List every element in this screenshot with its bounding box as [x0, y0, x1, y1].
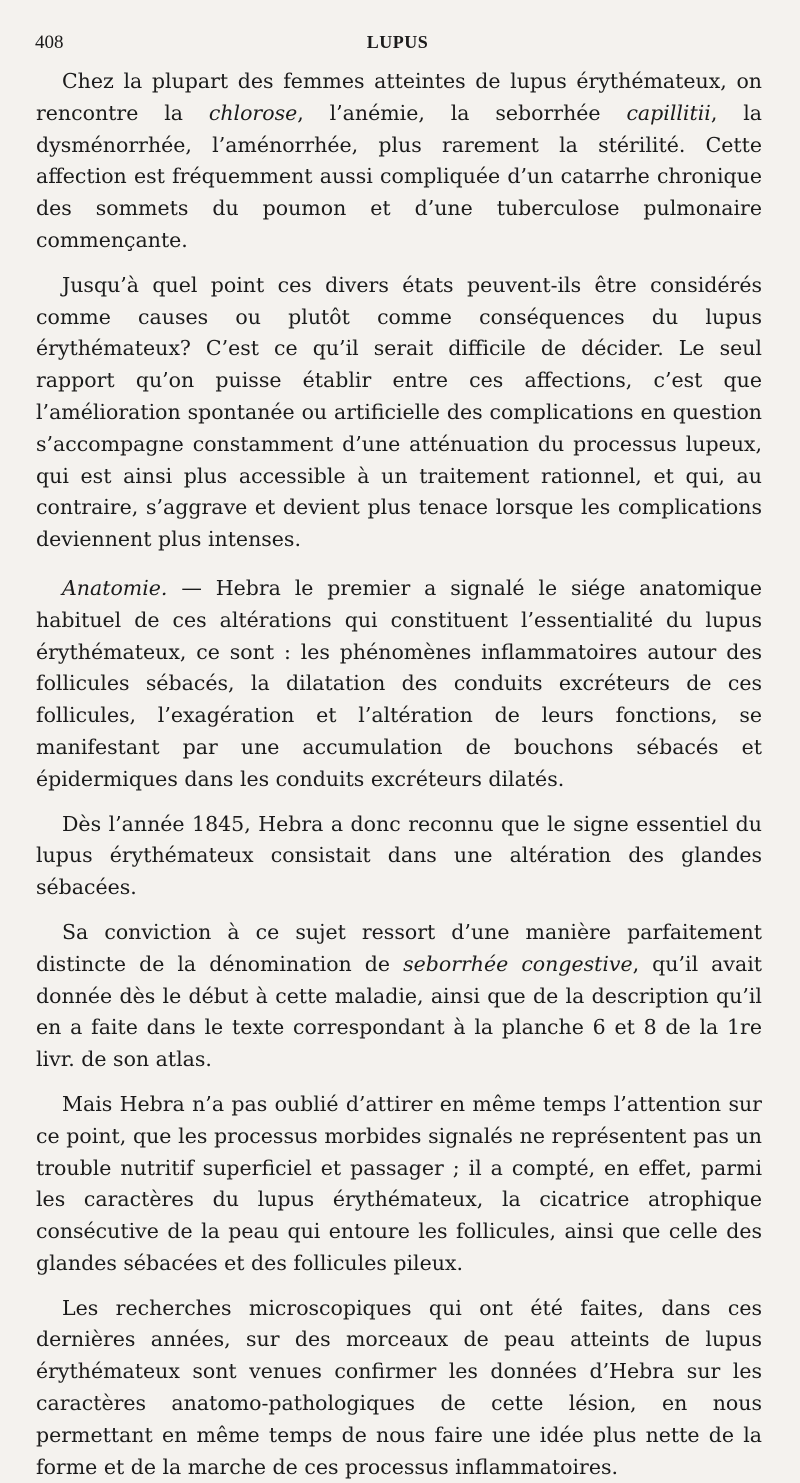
paragraph	[36, 917, 762, 1076]
paragraph	[36, 270, 762, 556]
text-run: Les recherches microscopiques qui ont été faites, dans ces dernières années, sur des morceaux de peau atteints de lupus érythémateux sont venues confirmer les données d’Hebra sur les caractères anatomo-pathologiques de cette lésion, en nous permettant en même temps de nous faire une idée plus nette de la forme et de la marche de ces processus inflammatoires.	[36, 1295, 762, 1479]
ordinal-text: 1re	[727, 1015, 762, 1040]
text-run: — Hebra le premier a signalé le siége anatomique habituel de ces altérations qui constituent l’essentialité du lupus érythémateux, ce sont : les phénomènes inflammatoires autour des follicules sébacés, la dilatation des conduits excréteurs de ces follicules, l’exagération et l’altération de leurs fonctions, se manifestant par une accumulation de bouchons sébacés et épidermiques dans les conduits excréteurs dilatés.	[36, 575, 762, 791]
italic-text: capillitii	[626, 100, 711, 125]
paragraph	[36, 1089, 762, 1280]
text-run: , l’anémie, la seborrhée	[297, 100, 627, 125]
paragraph	[36, 1293, 762, 1483]
running-title: LUPUS	[366, 32, 429, 52]
text-run: Sa conviction à ce sujet ressort d’une manière parfaitement distincte de la dénomination de	[36, 919, 762, 976]
text-run: Dès l’année 1845, Hebra a donc reconnu que le signe essentiel du lupus érythémateux consistait dans une altération des glandes sébacées.	[36, 811, 762, 900]
text-run: , qu’il avait donnée dès le début à cette maladie, ainsi que de la description qu’il en a faite dans le texte correspondant à la planche 6 et 8 de la	[36, 951, 762, 1040]
page-number: 408	[35, 32, 64, 53]
page-header	[35, 32, 760, 60]
text-run: Chez la plupart des femmes atteintes de lupus érythémateux, on rencontre la	[36, 69, 762, 125]
text-run: Mais Hebra n’a pas oublié d’attirer en même temps l’attention sur ce point, que les processus morbides signalés ne représentent pas un trouble nutritif superficiel et passager ; il a compté, en effet, parmi les caractères du lupus érythémateux, la cicatrice atrophique consécutive de la peau qui entoure les follicules, ainsi que celle des glandes sébacées et des follicules pileux.	[36, 1091, 762, 1275]
italic-text: chlorose	[208, 100, 298, 125]
text-run: livr. de son atlas.	[36, 1047, 212, 1072]
paragraph	[36, 573, 762, 796]
italic-text: Anatomie.	[62, 575, 168, 600]
text-run: Jusqu’à quel point ces divers états peuvent-ils être considérés comme causes ou plutôt comme conséquences du lupus érythémateux? C’est ce qu’il serait difficile de décider. Le seul rapport qu’on puisse établir entre ces affections, c’est que l’amélioration spontanée ou artificielle des complications en question s’accompagne constamment d’une atténuation du processus lupeux, qui est ainsi plus accessible à un traitement rationnel, et qui, au contraire, s’aggrave et devient plus tenace lorsque les complications deviennent plus intenses.	[36, 272, 762, 552]
text-run: , la dysménorrhée, l’aménorrhée, plus rarement la stérilité. Cette affection est fréquemment aussi compliquée d’un catarrhe chronique des sommets du poumon et d’une tuberculose pulmonaire commençante.	[36, 100, 762, 252]
paragraph	[36, 66, 762, 257]
paragraph	[36, 809, 762, 904]
italic-text: seborrhée congestive	[403, 951, 633, 976]
body-text	[36, 66, 762, 1483]
